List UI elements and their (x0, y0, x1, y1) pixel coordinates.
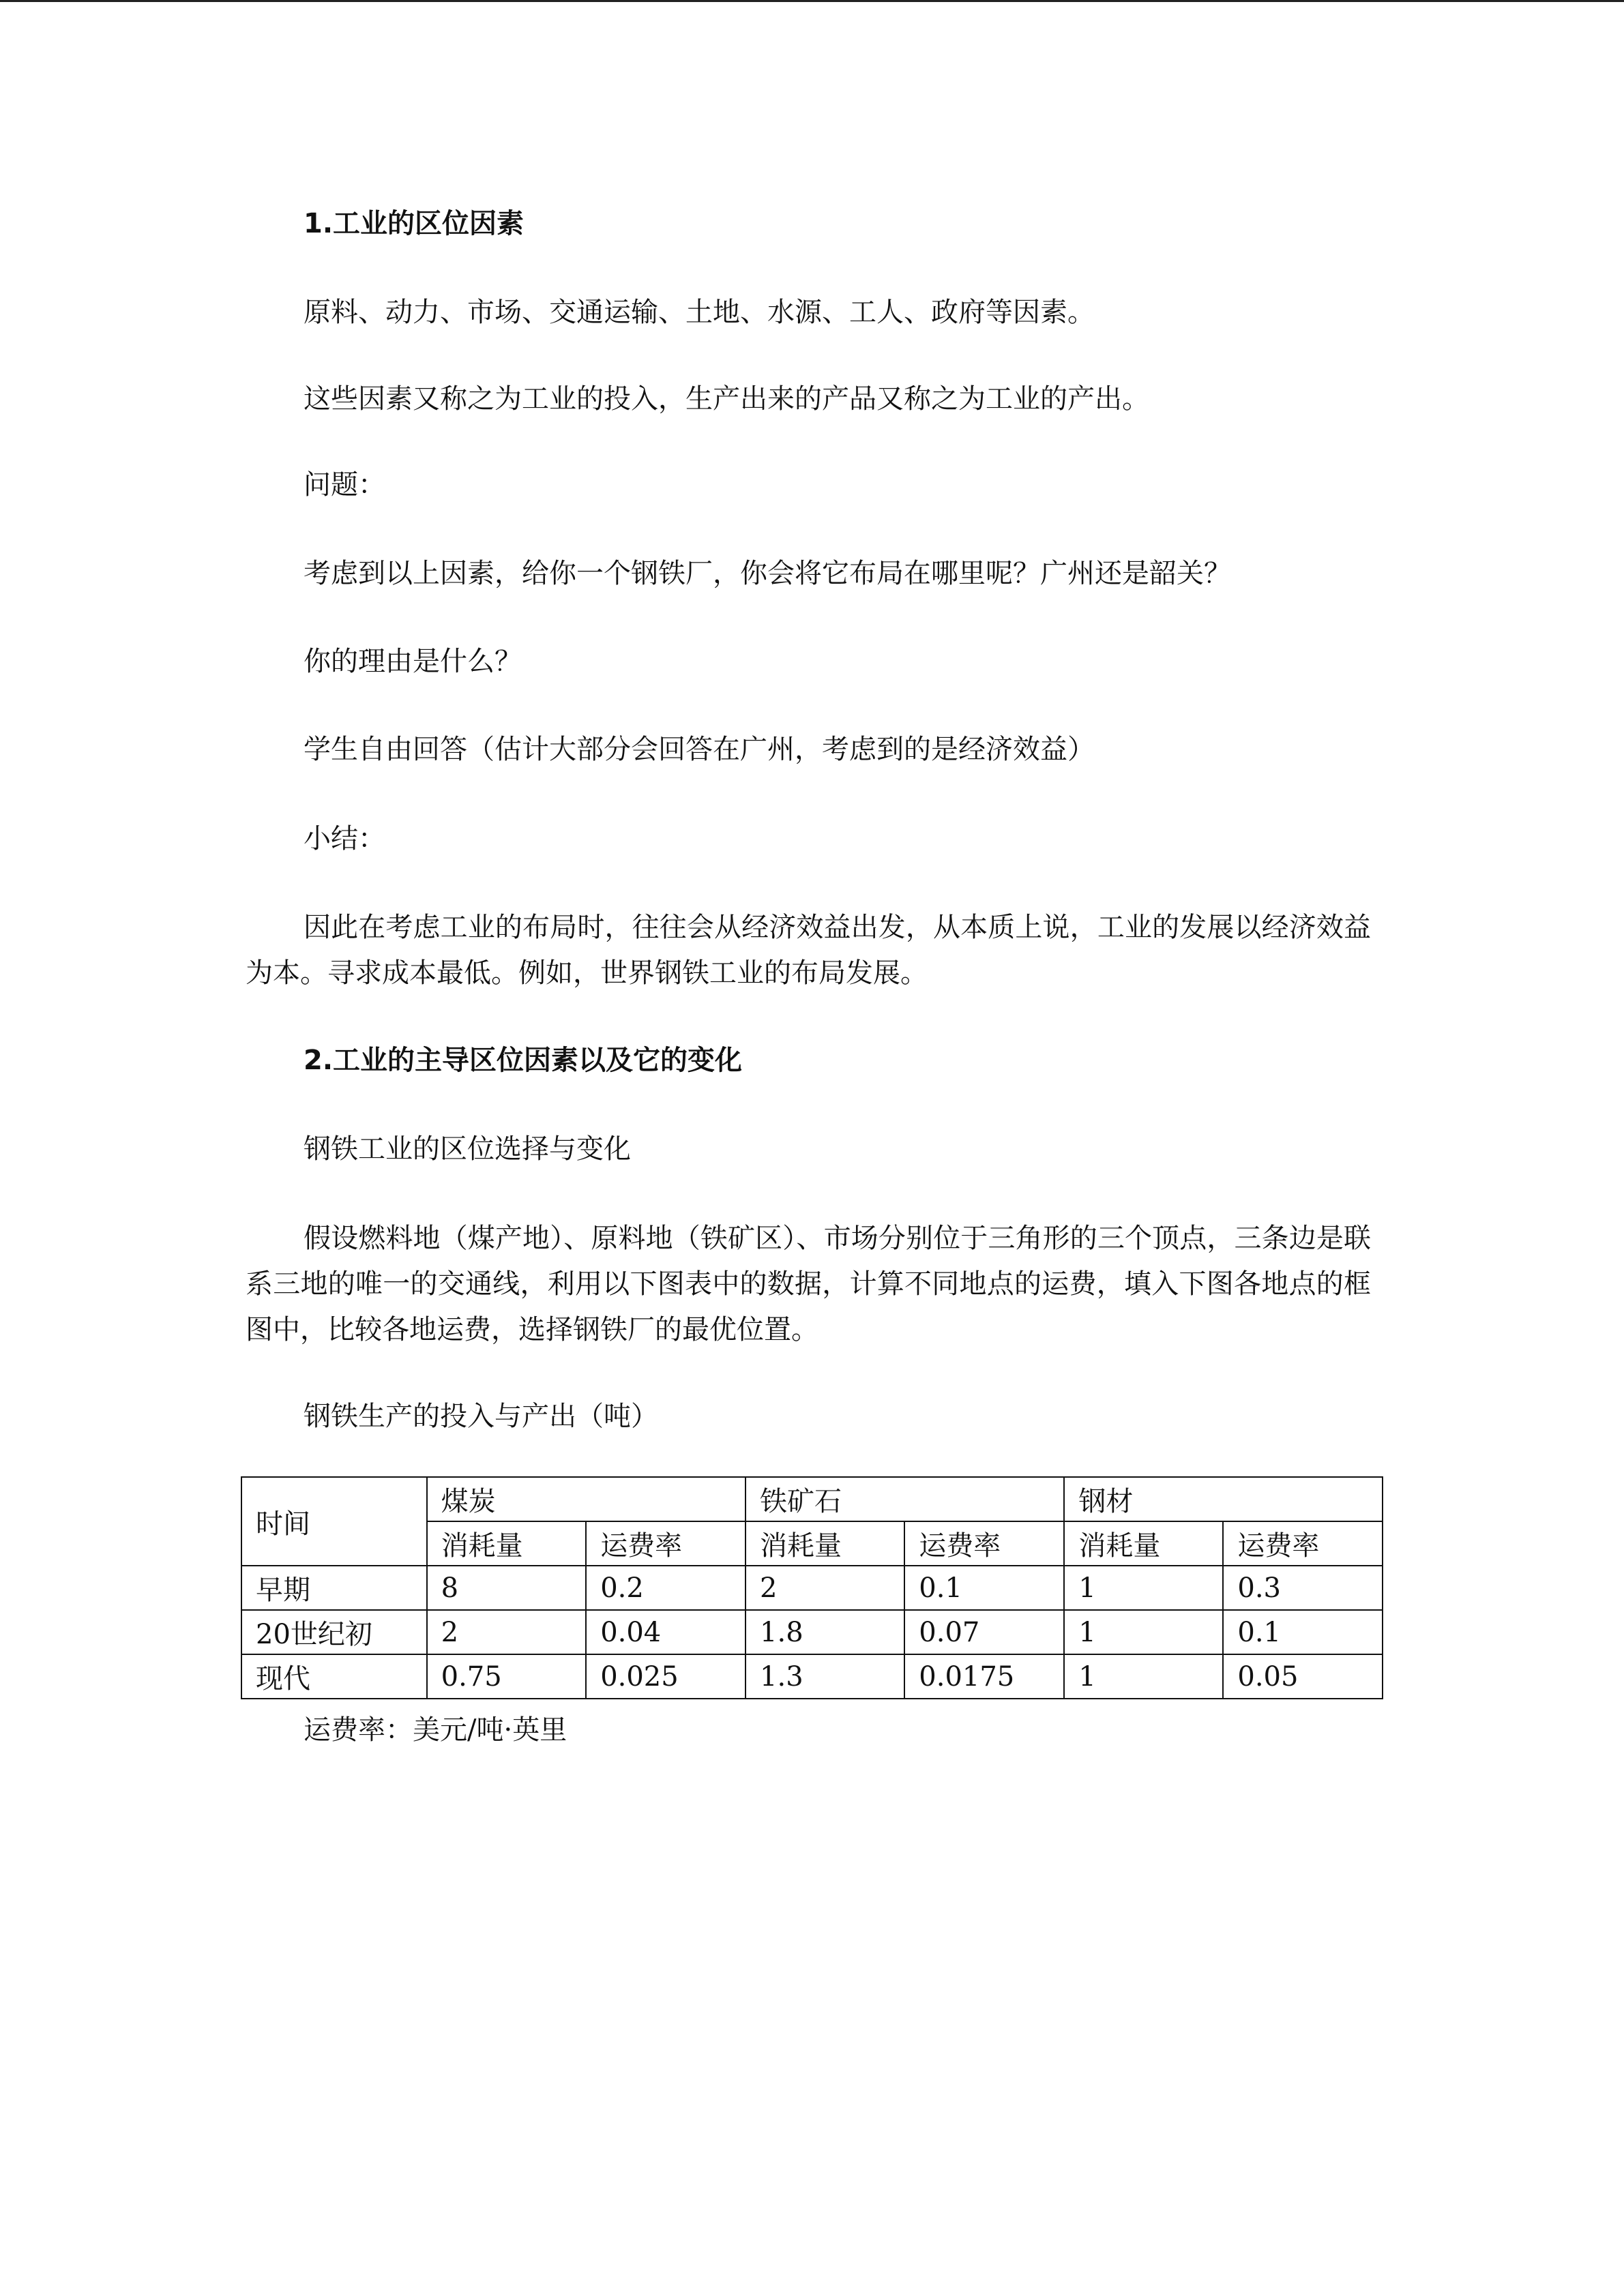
table-row (241, 1610, 1383, 1654)
section2-heading: 2.工业的主导区位因素以及它的变化 (304, 1045, 743, 1076)
section1-heading: 1.工业的区位因素 (304, 208, 525, 239)
paragraph-summary-label: 小结： (304, 823, 385, 854)
table-cell: 1 (1064, 1566, 1223, 1610)
header-time: 时间 (241, 1477, 427, 1566)
paragraph-student-answer: 学生自由回答（估计大部分会回答在广州，考虑到的是经济效益） (304, 734, 1095, 765)
subheader-consumption: 消耗量 (745, 1521, 904, 1566)
table-cell: 8 (427, 1566, 587, 1610)
table-cell: 2 (745, 1566, 904, 1610)
row-time: 20世纪初 (241, 1610, 427, 1654)
paragraph-factors: 原料、动力、市场、交通运输、土地、水源、工人、政府等因素。 (304, 297, 1095, 328)
table-note: 运费率：美元/吨·英里 (304, 1714, 567, 1746)
subheader-consumption: 消耗量 (1064, 1521, 1223, 1566)
header-iron-ore: 铁矿石 (745, 1477, 1064, 1521)
paragraph-question: 考虑到以上因素，给你一个钢铁厂，你会将它布局在哪里呢？广州还是韶关？ (304, 558, 1231, 589)
paragraph-input-output: 这些因素又称之为工业的投入，生产出来的产品又称之为工业的产出。 (304, 383, 1149, 415)
subheader-consumption: 消耗量 (427, 1521, 587, 1566)
subheader-freight-rate: 运费率 (1223, 1521, 1383, 1566)
table-cell: 1 (1064, 1610, 1223, 1654)
section2-subheading: 钢铁工业的区位选择与变化 (304, 1133, 631, 1165)
table-cell: 0.1 (904, 1566, 1064, 1610)
table-cell: 2 (427, 1610, 587, 1654)
table-cell: 0.1 (1223, 1610, 1383, 1654)
paragraph-assumption: 假设燃料地（煤产地）、原料地（铁矿区）、市场分别位于三角形的三个顶点，三条边是联系三地的唯一的交通线，利用以下图表中的数据，计算不同地点的运费，填入下图各地点的框图中，比较各地运费，选择钢铁厂的最优位置。 (246, 1223, 1371, 1345)
paragraph-question-label: 问题： (304, 469, 385, 501)
input-output-table (241, 1476, 1383, 1699)
table-cell: 0.0175 (904, 1654, 1064, 1699)
table-row (241, 1654, 1383, 1699)
header-steel: 钢材 (1064, 1477, 1383, 1521)
table-caption: 钢铁生产的投入与产出（吨） (304, 1401, 658, 1432)
table-cell: 0.05 (1223, 1654, 1383, 1699)
table-cell: 0.75 (427, 1654, 587, 1699)
paragraph-summary: 因此在考虑工业的布局时，往往会从经济效益出发，从本质上说，工业的发展以经济效益为本。寻求成本最低。例如，世界钢铁工业的布局发展。 (246, 912, 1371, 989)
table-cell: 1 (1064, 1654, 1223, 1699)
table-header-row (241, 1477, 1383, 1521)
table-cell: 0.025 (586, 1654, 745, 1699)
row-time: 早期 (241, 1566, 427, 1610)
table-cell: 0.3 (1223, 1566, 1383, 1610)
header-coal: 煤炭 (427, 1477, 745, 1521)
table-cell: 1.8 (745, 1610, 904, 1654)
subheader-freight-rate: 运费率 (904, 1521, 1064, 1566)
table-cell: 1.3 (745, 1654, 904, 1699)
table-cell: 0.04 (586, 1610, 745, 1654)
table-cell: 0.07 (904, 1610, 1064, 1654)
table-row (241, 1566, 1383, 1610)
paragraph-reason: 你的理由是什么？ (304, 646, 522, 677)
subheader-freight-rate: 运费率 (586, 1521, 745, 1566)
table-cell: 0.2 (586, 1566, 745, 1610)
row-time: 现代 (241, 1654, 427, 1699)
